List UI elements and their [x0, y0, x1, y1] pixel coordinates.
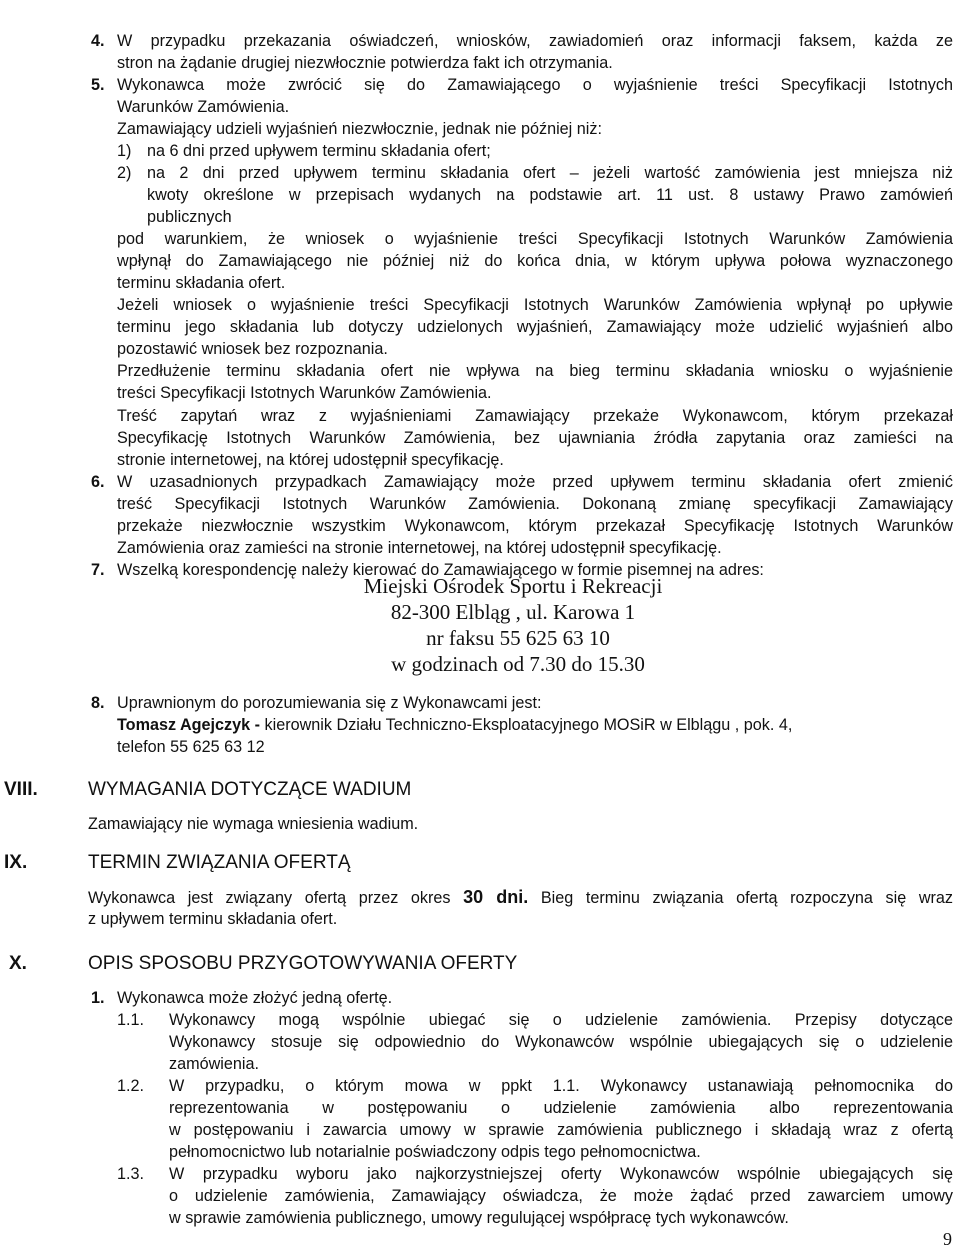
item-4-line-1: W przypadku przekazania oświadczeń, wniosków, zawiadomień oraz informacji faksem, każda ze: [117, 32, 953, 50]
section-x-item-1-1-line-2: Wykonawcy stosuje się odpowiednio do Wykonawców wspólnie ubiegających się o udzielenie: [169, 1033, 953, 1051]
address-line-2: 82-300 Elbląg , ul. Karowa 1: [390, 600, 636, 624]
section-x-item-1-2-line-2: reprezentowania w postępowaniu o udzielenie zamówienia albo reprezentowania: [169, 1099, 953, 1117]
item-5-para-1-line-1: pod warunkiem, że wniosek o wyjaśnienie treści Specyfikacji Istotnych Warunków Zamówienia: [117, 230, 953, 248]
item-5-sub-2-number: 2): [117, 164, 132, 182]
item-5-para-4-line-3: stronie internetowej, na której udostępnił specyfikację.: [117, 451, 504, 469]
binding-period-days: 30 dni.: [463, 887, 529, 907]
section-x-item-1-2-number: 1.2.: [117, 1077, 145, 1095]
binding-period-text-a: Wykonawca jest związany ofertą przez okres: [88, 889, 451, 907]
item-5-sub-2-line-1: na 2 dni przed upływem terminu składania ofert – jeżeli wartość zamówienia jest mniejsza niż: [147, 164, 953, 182]
section-x-item-1-2-line-3: w postępowaniu i zawarcia umowy w sprawie zamówienia publicznego i składają wraz z ofertą: [169, 1121, 953, 1139]
item-5-para-3-line-1: Przedłużenie terminu składania ofert nie wpływa na bieg terminu składania wniosku o wyjaśnienie: [117, 362, 953, 380]
item-7-text: Wszelką korespondencję należy kierować do Zamawiającego w formie pisemnej na adres:: [117, 561, 764, 579]
contact-person-role: kierownik Działu Techniczno-Eksploatacyjnego MOSiR w Elblągu , pok. 4,: [264, 716, 793, 734]
item-5-para-1-line-3: terminu składania ofert.: [117, 274, 286, 292]
item-7-number: 7.: [91, 561, 105, 579]
contact-person-name: Tomasz Agejczyk -: [117, 716, 261, 734]
item-5-para-4-line-2: Specyfikację Istotnych Warunków Zamówienia, bez ujawniania źródła zapytania oraz zamieści na: [117, 429, 953, 447]
section-ix-number: IX.: [4, 852, 28, 873]
section-x-item-1-3-line-1: W przypadku wyboru jako najkorzystniejszej oferty Wykonawców wspólnie ubiegających się: [169, 1165, 953, 1183]
item-5-para-2-line-2: terminu jego składania lub dotyczy udzielonych wyjaśnień, Zamawiający może udzielić wyjaśnień albo: [117, 318, 953, 336]
section-x-item-1-1-line-3: zamówienia.: [169, 1055, 259, 1073]
item-4-number: 4.: [91, 32, 105, 50]
item-5-para-2-line-1: Jeżeli wniosek o wyjaśnienie treści Specyfikacji Istotnych Warunków Zamówienia wpłynął po upływie: [117, 296, 953, 314]
section-x-item-1-text: Wykonawca może złożyć jedną ofertę.: [117, 989, 393, 1007]
item-8-line-3: telefon 55 625 63 12: [117, 738, 265, 756]
section-x-item-1-3-number: 1.3.: [117, 1165, 145, 1183]
section-x-item-1-3-line-3: w sprawie zamówienia publicznego, umowy regulującej współpracę tych wykonawców.: [169, 1209, 789, 1227]
item-4-line-2: stron na żądanie drugiej niezwłocznie potwierdza fakt ich otrzymania.: [117, 54, 613, 72]
item-5-sub-1-text: na 6 dni przed upływem terminu składania ofert;: [147, 142, 491, 160]
item-5-line-3: Zamawiający udzieli wyjaśnień niezwłocznie, jednak nie później niż:: [117, 120, 602, 138]
item-6-line-4: Zamówienia oraz zamieści na stronie internetowej, na której udostępnił specyfikację.: [117, 539, 722, 557]
item-5-sub-1-number: 1): [117, 142, 132, 160]
item-5-number: 5.: [91, 76, 105, 94]
address-line-3: nr faksu 55 625 63 10: [426, 626, 610, 650]
section-x-item-1-2-line-4: pełnomocnictwo lub notarialnie poświadczony odpis tego pełnomocnictwa.: [169, 1143, 701, 1161]
item-5-para-2-line-3: pozostawić wniosek bez rozpoznania.: [117, 340, 388, 358]
item-5-line-1: Wykonawca może zwrócić się do Zamawiającego o wyjaśnienie treści Specyfikacji Istotnych: [117, 76, 953, 94]
section-x-item-1-1-number: 1.1.: [117, 1011, 145, 1029]
section-ix-line-2: z upływem terminu składania ofert.: [88, 910, 338, 928]
section-viii-number: VIII.: [4, 779, 38, 800]
item-8-line-1: Uprawnionym do porozumiewania się z Wykonawcami jest:: [117, 694, 542, 712]
item-5-line-2: Warunków Zamówienia.: [117, 98, 290, 116]
item-8-number: 8.: [91, 694, 105, 712]
section-viii-text: Zamawiający nie wymaga wniesienia wadium.: [88, 815, 419, 833]
item-5-para-4-line-1: Treść zapytań wraz z wyjaśnieniami Zamawiający przekaże Wykonawcom, którym przekazał: [117, 407, 953, 425]
section-viii-title: WYMAGANIA DOTYCZĄCE WADIUM: [88, 779, 412, 800]
section-x-item-1-2-line-1: W przypadku, o którym mowa w ppkt 1.1. Wykonawcy ustanawiają pełnomocnika do: [169, 1077, 953, 1095]
item-8-line-2: [117, 714, 792, 736]
item-6-number: 6.: [91, 473, 105, 491]
section-ix-title: TERMIN ZWIĄZANIA OFERTĄ: [88, 852, 351, 873]
address-line-1: Miejski Ośrodek Sportu i Rekreacji: [363, 574, 663, 598]
section-x-item-1-3-line-2: o udzielenie zamówienia, Zamawiający oświadcza, że może żądać przed zawarciem umowy: [169, 1187, 953, 1205]
item-6-line-1: W uzasadnionych przypadkach Zamawiający może przed upływem terminu składania ofert zmienić: [117, 473, 953, 491]
item-6-line-2: treść Specyfikacji Istotnych Warunków Zamówienia. Dokonaną zmianę specyfikacji Zamawiający: [117, 495, 953, 513]
section-x-item-1-1-line-1: Wykonawcy mogą wspólnie ubiegać się o udzielenie zamówienia. Przepisy dotyczące: [169, 1011, 953, 1029]
address-line-4: w godzinach od 7.30 do 15.30: [391, 652, 645, 676]
section-x-number: X.: [9, 953, 27, 974]
section-x-title: OPIS SPOSOBU PRZYGOTOWYWANIA OFERTY: [88, 953, 518, 974]
page-number: 9: [943, 1229, 952, 1249]
item-6-line-3: przekaże niezwłocznie wszystkim Wykonawcom, którym przekazał Specyfikację Istotnych Warunków: [117, 517, 953, 535]
binding-period-text-b: Bieg terminu związania ofertą rozpoczyna się wraz: [540, 889, 954, 907]
item-5-sub-2-line-2: kwoty określone w przepisach wydanych na podstawie art. 11 ust. 8 ustawy Prawo zamówień: [147, 186, 953, 204]
item-5-para-1-line-2: wpłynął do Zamawiającego nie później niż do końca dnia, w którym upływa połowa wyznaczonego: [117, 252, 953, 270]
item-5-sub-2-line-3: publicznych: [147, 208, 232, 226]
item-5-para-3-line-2: treści Specyfikacji Istotnych Warunków Zamówienia.: [117, 384, 492, 402]
section-x-item-1-number: 1.: [91, 989, 105, 1007]
section-ix-line-1: [88, 886, 953, 909]
